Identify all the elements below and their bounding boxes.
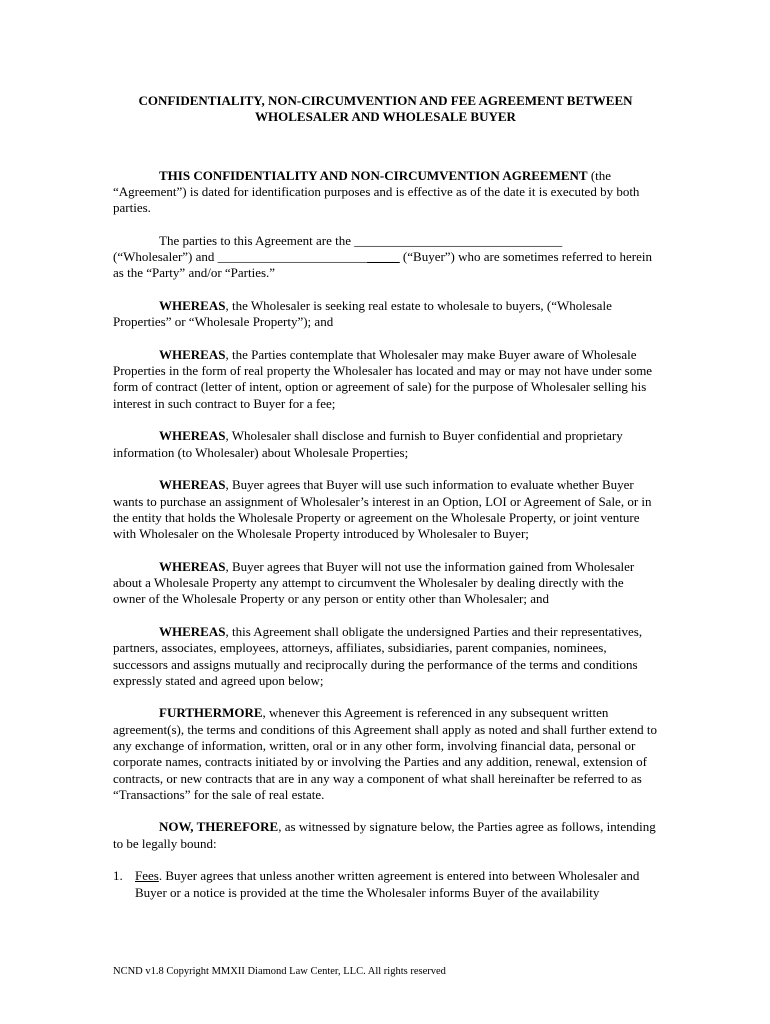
parties-line-c: (“Buyer”) who are sometimes referred to herein as the “Party” and/or “Parties.” [113, 249, 652, 281]
whereas-lead: WHEREAS [159, 623, 226, 639]
whereas-lead: WHEREAS [159, 477, 226, 493]
furthermore-paragraph [113, 705, 658, 803]
now-therefore-paragraph [113, 819, 658, 852]
whereas-text: , Wholesaler shall disclose and furnish to Buyer confidential and proprietary information (to Wholesaler) about Wholesale Properties; [113, 428, 623, 460]
intro-paragraph [113, 168, 658, 217]
parties-line-b: (“Wholesaler”) and _______________________ [113, 249, 368, 265]
document-title-line-2: WHOLESALER AND WHOLESALE BUYER [255, 109, 516, 125]
page-footer: NCND v1.8 Copyright MMXII Diamond Law Center, LLC. All rights reserved [113, 966, 446, 977]
furthermore-text: , whenever this Agreement is referenced in any subsequent written agreement(s), the terms and conditions of this Agreement shall apply as noted and shall further extend to any exchange of information, written, oral or in any other form, involving financial data, personal or corporate names, contracts initiated by or involving the Parties and any addition, renewal, extension of contracts, or new contracts that are in any way a component of what shall hereinafter be referred to as “Transactions” for the sale of real estate. [113, 705, 658, 802]
document-title-line-1: CONFIDENTIALITY, NON-CIRCUMVENTION AND FEE AGREEMENT BETWEEN [138, 93, 633, 108]
whereas-paragraph-3 [113, 428, 658, 461]
parties-paragraph [113, 233, 658, 282]
section-body: . Buyer agrees that unless another written agreement is entered into between Wholesaler and Buyer or a notice is provided at the time the Wholesaler informs Buyer of the availability [135, 868, 640, 900]
whereas-paragraph-5 [113, 559, 658, 608]
intro-text: (the “Agreement”) is dated for identification purposes and is effective as of the date it is executed by both parties. [113, 167, 640, 216]
whereas-text: , Buyer agrees that Buyer will use such information to evaluate whether Buyer wants to purchase an assignment of Wholesaler’s interest in an Option, LOI or Agreement of Sale, or in the entity that holds the Wholesale Property or agreement on the Wholesale Property, or joint venture with Wholesaler on the Wholesale Property introduced by Wholesaler to Buyer; [113, 477, 652, 542]
whereas-text: , the Parties contemplate that Wholesaler may make Buyer aware of Wholesale Properties in the form of real property the Wholesaler has located and may or may not have under some form of contract (letter of intent, option or agreement of sale) for the purpose of Wholesaler selling his interest in such contract to Buyer for a fee; [113, 346, 653, 411]
whereas-lead: WHEREAS [159, 428, 226, 444]
whereas-paragraph-6 [113, 624, 658, 689]
whereas-text: , Buyer agrees that Buyer will not use the information gained from Wholesaler about a Wholesale Property any attempt to circumvent the Wholesaler by dealing directly with the owner of the Wholesale Property or any person or entity other than Wholesaler; and [113, 558, 635, 607]
section-text [135, 868, 658, 901]
whereas-text: , this Agreement shall obligate the undersigned Parties and their representatives, partners, associates, employees, attorneys, affiliates, subsidiaries, parent companies, nominees, successors and assigns mutually and reciprocally during the performance of the terms and conditions expressly stated and agreed upon below; [113, 623, 643, 688]
intro-lead: THIS CONFIDENTIALITY AND NON-CIRCUMVENTION AGREEMENT [159, 167, 588, 183]
document-body [113, 93, 658, 901]
section-number: 1. [113, 868, 123, 884]
now-therefore-text: , as witnessed by signature below, the Parties agree as follows, intending to be legally bound: [113, 819, 656, 851]
whereas-paragraph-1 [113, 298, 658, 331]
whereas-lead: WHEREAS [159, 297, 226, 313]
parties-line-a: The parties to this Agreement are the ________________________________ [159, 232, 563, 248]
whereas-text: , the Wholesaler is seeking real estate to wholesale to buyers, (“Wholesale Properties” or “Wholesale Property”); and [113, 297, 612, 330]
whereas-lead: WHEREAS [159, 558, 226, 574]
section-heading: Fees [135, 868, 159, 884]
whereas-lead: WHEREAS [159, 346, 226, 362]
section-1-fees [113, 868, 658, 901]
whereas-paragraph-4 [113, 477, 658, 542]
parties-blank: _____ [367, 249, 400, 265]
furthermore-lead: FURTHERMORE [159, 705, 263, 721]
whereas-paragraph-2 [113, 347, 658, 412]
now-therefore-lead: NOW, THEREFORE [159, 819, 279, 835]
